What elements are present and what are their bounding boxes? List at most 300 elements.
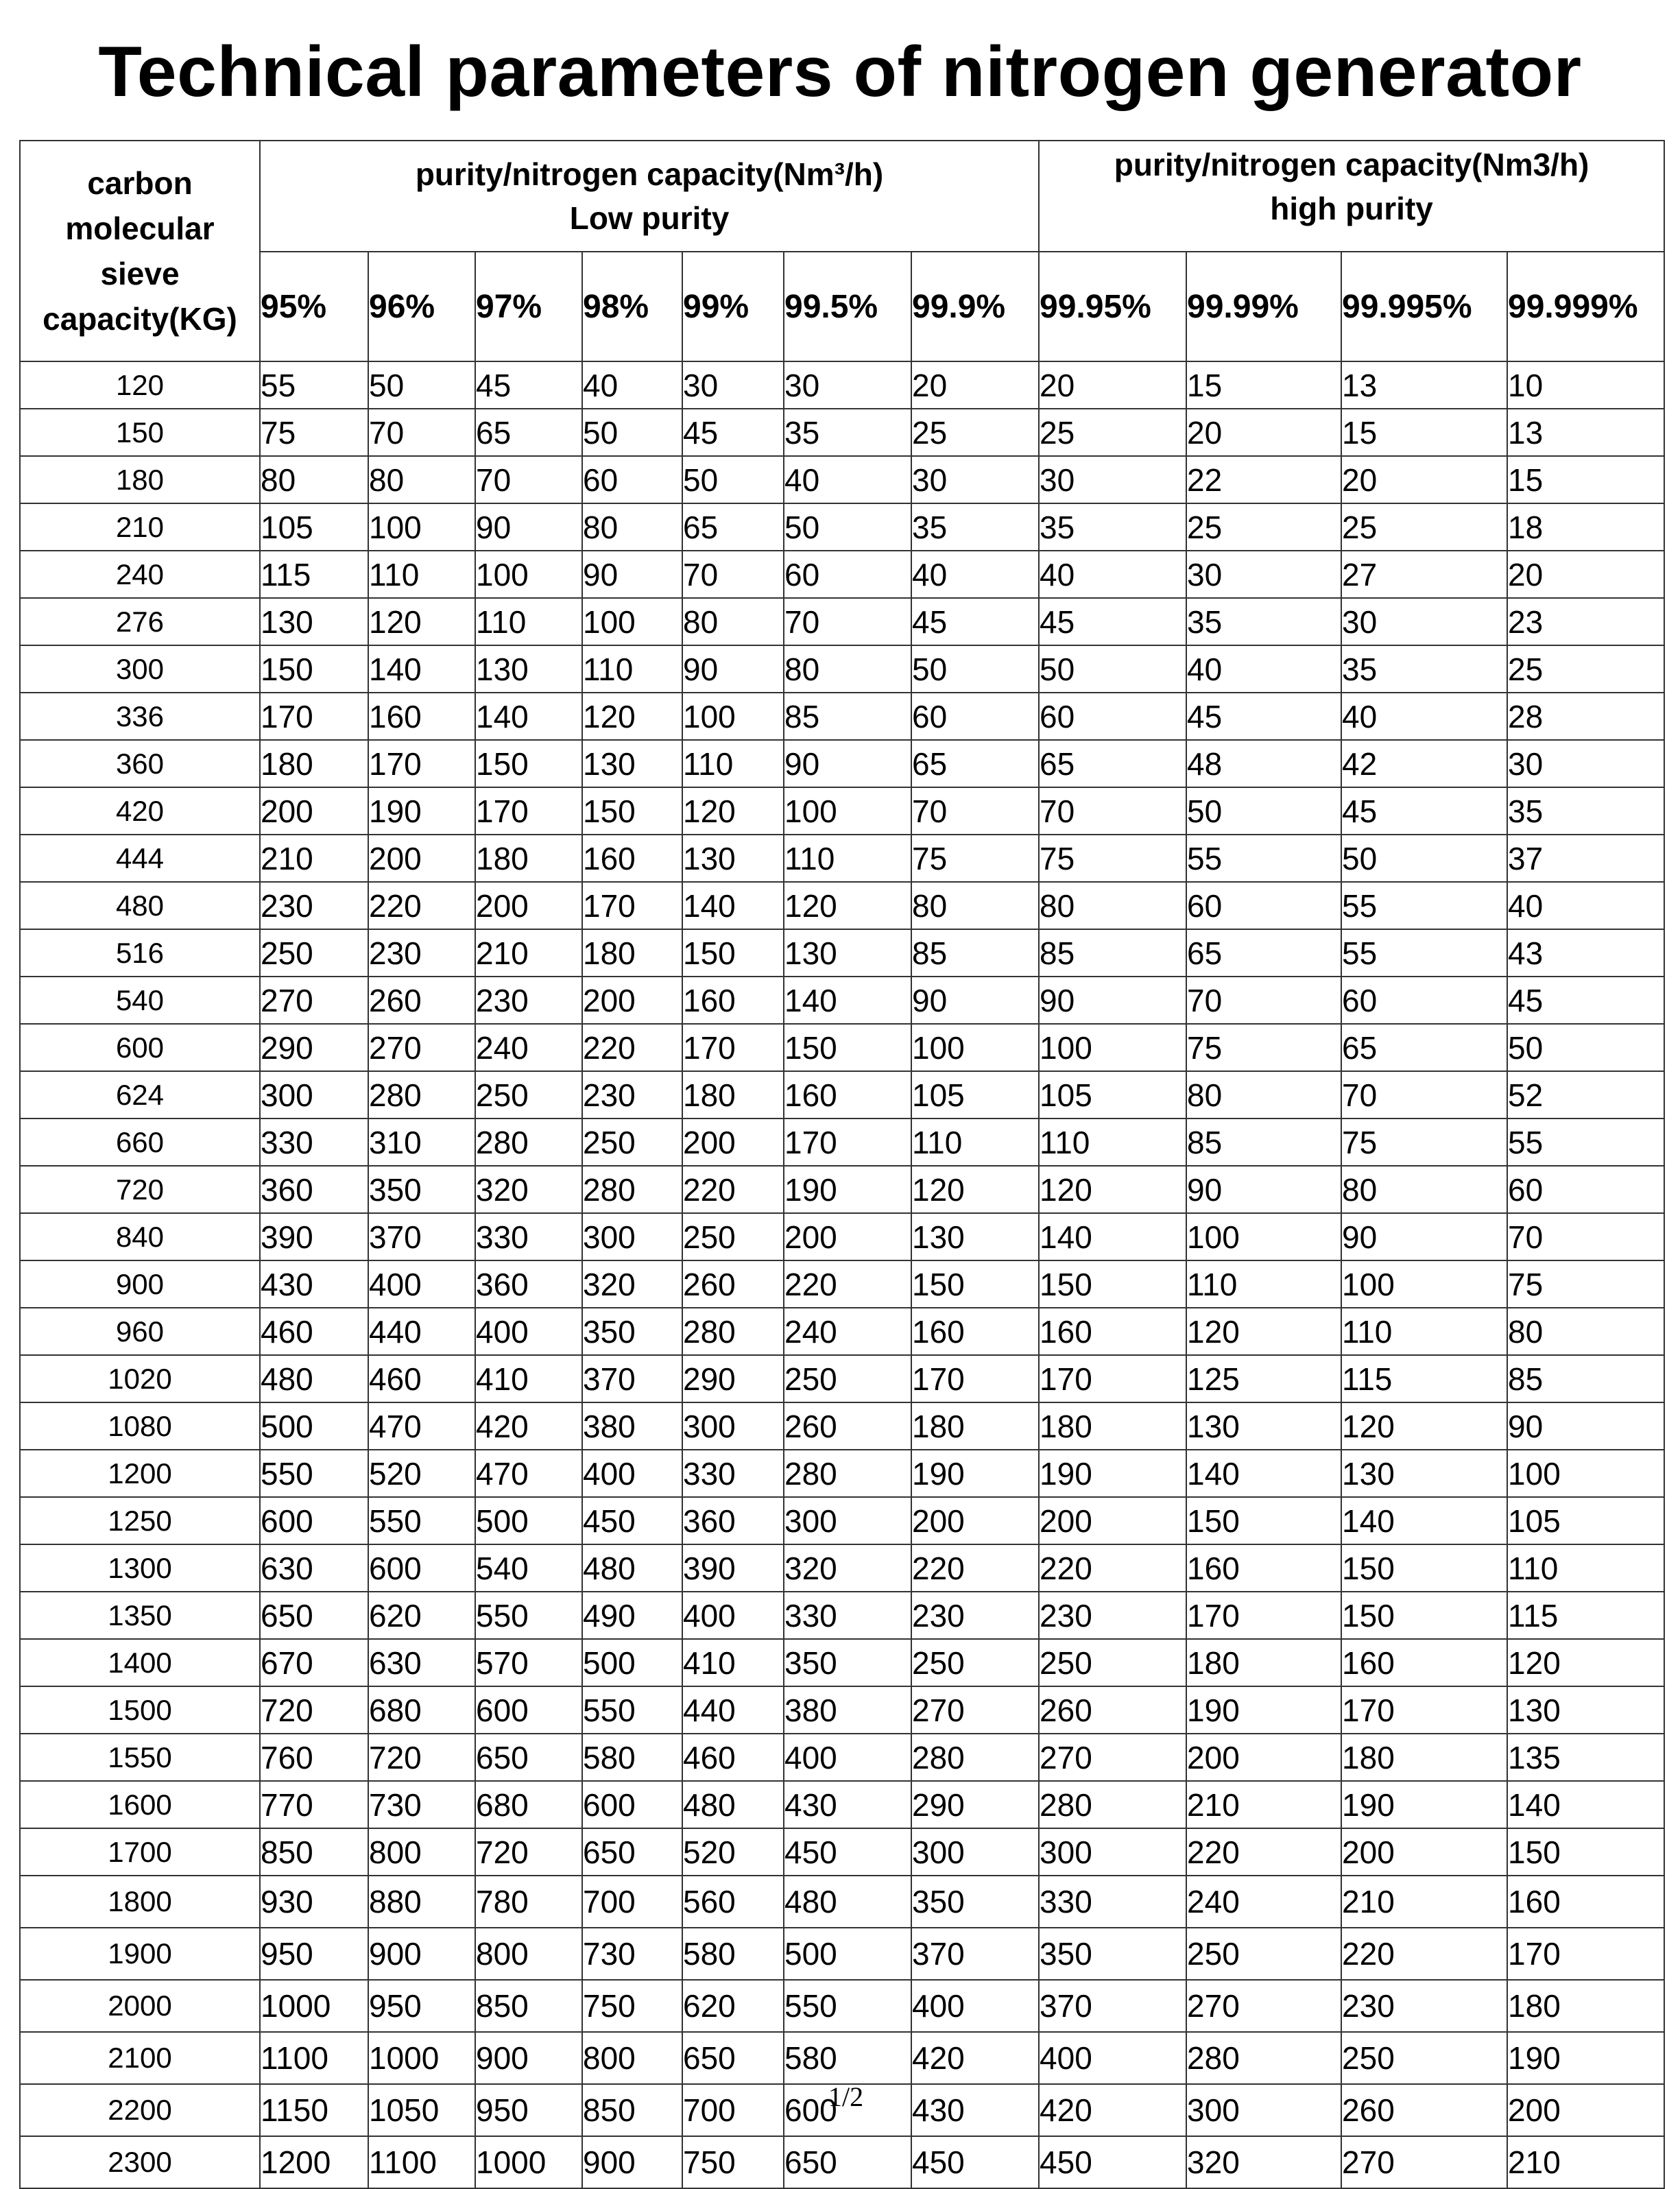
nitrogen-capacity-cell: 135 (1507, 1734, 1664, 1781)
low-purity-group-header (260, 141, 1039, 252)
nitrogen-capacity-cell: 70 (1341, 1071, 1507, 1119)
nitrogen-capacity-cell: 100 (1039, 1024, 1186, 1071)
nitrogen-capacity-cell: 220 (784, 1260, 911, 1308)
nitrogen-capacity-cell: 45 (1507, 977, 1664, 1024)
nitrogen-capacity-cell: 370 (911, 1928, 1039, 1980)
table-row (20, 882, 1664, 929)
nitrogen-capacity-cell: 260 (368, 977, 475, 1024)
nitrogen-capacity-cell: 120 (368, 598, 475, 645)
nitrogen-capacity-cell: 680 (368, 1686, 475, 1734)
sieve-capacity-cell: 480 (20, 882, 260, 929)
nitrogen-capacity-cell: 1200 (260, 2136, 368, 2188)
nitrogen-capacity-cell: 170 (911, 1355, 1039, 1402)
nitrogen-capacity-cell: 230 (475, 977, 582, 1024)
nitrogen-capacity-cell: 130 (582, 740, 682, 787)
nitrogen-capacity-cell: 190 (1039, 1450, 1186, 1497)
nitrogen-capacity-cell: 1000 (368, 2032, 475, 2084)
nitrogen-capacity-cell: 200 (368, 835, 475, 882)
nitrogen-capacity-cell: 520 (368, 1450, 475, 1497)
nitrogen-capacity-cell: 380 (582, 1402, 682, 1450)
nitrogen-capacity-cell: 105 (260, 503, 368, 551)
nitrogen-capacity-cell: 150 (1341, 1592, 1507, 1639)
nitrogen-capacity-cell: 75 (911, 835, 1039, 882)
table-row (20, 1544, 1664, 1592)
nitrogen-capacity-cell: 45 (1039, 598, 1186, 645)
nitrogen-capacity-cell: 180 (1186, 1639, 1341, 1686)
nitrogen-capacity-cell: 30 (682, 361, 784, 409)
nitrogen-capacity-cell: 150 (475, 740, 582, 787)
table-row (20, 1402, 1664, 1450)
header-row-purities (20, 252, 1664, 361)
nitrogen-capacity-cell: 240 (784, 1308, 911, 1355)
nitrogen-capacity-cell: 50 (682, 456, 784, 503)
nitrogen-capacity-cell: 850 (475, 1980, 582, 2032)
table-row (20, 1024, 1664, 1071)
nitrogen-capacity-cell: 190 (1186, 1686, 1341, 1734)
table-row (20, 1980, 1664, 2032)
nitrogen-capacity-cell: 190 (784, 1166, 911, 1213)
nitrogen-capacity-cell: 230 (260, 882, 368, 929)
nitrogen-capacity-cell: 670 (260, 1639, 368, 1686)
nitrogen-capacity-cell: 30 (1186, 551, 1341, 598)
sieve-capacity-cell: 1020 (20, 1355, 260, 1402)
nitrogen-capacity-cell: 720 (475, 1828, 582, 1876)
nitrogen-capacity-cell: 230 (582, 1071, 682, 1119)
nitrogen-capacity-cell: 27 (1341, 551, 1507, 598)
nitrogen-capacity-cell: 280 (475, 1119, 582, 1166)
nitrogen-capacity-cell: 350 (784, 1639, 911, 1686)
sieve-capacity-cell: 516 (20, 929, 260, 977)
nitrogen-capacity-cell: 160 (1507, 1876, 1664, 1928)
nitrogen-capacity-cell: 350 (911, 1876, 1039, 1928)
nitrogen-capacity-cell: 440 (682, 1686, 784, 1734)
nitrogen-capacity-cell: 170 (260, 693, 368, 740)
nitrogen-capacity-cell: 330 (784, 1592, 911, 1639)
nitrogen-capacity-cell: 100 (784, 787, 911, 835)
nitrogen-capacity-cell: 280 (1186, 2032, 1341, 2084)
nitrogen-capacity-cell: 25 (911, 409, 1039, 456)
nitrogen-capacity-cell: 80 (368, 456, 475, 503)
nitrogen-capacity-cell: 80 (1341, 1166, 1507, 1213)
nitrogen-capacity-cell: 125 (1186, 1355, 1341, 1402)
nitrogen-capacity-cell: 40 (1039, 551, 1186, 598)
nitrogen-capacity-cell: 25 (1341, 503, 1507, 551)
nitrogen-capacity-cell: 330 (682, 1450, 784, 1497)
nitrogen-capacity-cell: 80 (260, 456, 368, 503)
nitrogen-capacity-cell: 140 (475, 693, 582, 740)
purity-header: 99.99% (1186, 252, 1341, 361)
nitrogen-capacity-cell: 50 (582, 409, 682, 456)
nitrogen-capacity-cell: 120 (682, 787, 784, 835)
nitrogen-capacity-cell: 370 (1039, 1980, 1186, 2032)
sieve-capacity-cell: 2300 (20, 2136, 260, 2188)
nitrogen-capacity-cell: 280 (682, 1308, 784, 1355)
nitrogen-capacity-cell: 600 (784, 2084, 911, 2136)
nitrogen-capacity-cell: 150 (582, 787, 682, 835)
nitrogen-capacity-cell: 110 (1341, 1308, 1507, 1355)
nitrogen-capacity-cell: 800 (368, 1828, 475, 1876)
nitrogen-capacity-cell: 80 (911, 882, 1039, 929)
table-row (20, 1928, 1664, 1980)
nitrogen-capacity-cell: 55 (1186, 835, 1341, 882)
nitrogen-capacity-cell: 23 (1507, 598, 1664, 645)
nitrogen-capacity-cell: 550 (475, 1592, 582, 1639)
nitrogen-capacity-cell: 450 (582, 1497, 682, 1544)
nitrogen-capacity-cell: 220 (368, 882, 475, 929)
nitrogen-capacity-cell: 130 (475, 645, 582, 693)
nitrogen-capacity-cell: 620 (368, 1592, 475, 1639)
nitrogen-capacity-cell: 140 (1186, 1450, 1341, 1497)
nitrogen-capacity-cell: 90 (582, 551, 682, 598)
table-row (20, 503, 1664, 551)
nitrogen-capacity-cell: 100 (475, 551, 582, 598)
nitrogen-capacity-cell: 600 (582, 1781, 682, 1828)
nitrogen-capacity-cell: 460 (260, 1308, 368, 1355)
nitrogen-capacity-cell: 290 (682, 1355, 784, 1402)
sieve-capacity-cell: 120 (20, 361, 260, 409)
sieve-header-line: capacity(KG) (43, 301, 237, 337)
nitrogen-capacity-cell: 350 (368, 1166, 475, 1213)
nitrogen-capacity-cell: 130 (682, 835, 784, 882)
nitrogen-capacity-cell: 45 (911, 598, 1039, 645)
table-row (20, 693, 1664, 740)
nitrogen-capacity-cell: 270 (1039, 1734, 1186, 1781)
nitrogen-capacity-cell: 140 (368, 645, 475, 693)
nitrogen-capacity-cell: 350 (1039, 1928, 1186, 1980)
table-row (20, 551, 1664, 598)
purity-header: 95% (260, 252, 368, 361)
nitrogen-capacity-cell: 70 (784, 598, 911, 645)
nitrogen-capacity-cell: 170 (1039, 1355, 1186, 1402)
nitrogen-capacity-cell: 120 (1186, 1308, 1341, 1355)
nitrogen-capacity-cell: 280 (368, 1071, 475, 1119)
nitrogen-capacity-cell: 140 (682, 882, 784, 929)
nitrogen-capacity-cell: 160 (582, 835, 682, 882)
purity-header: 99.995% (1341, 252, 1507, 361)
nitrogen-capacity-cell: 170 (1341, 1686, 1507, 1734)
nitrogen-capacity-cell: 37 (1507, 835, 1664, 882)
nitrogen-capacity-cell: 130 (260, 598, 368, 645)
table-row (20, 409, 1664, 456)
nitrogen-capacity-cell: 20 (1039, 361, 1186, 409)
nitrogen-capacity-cell: 250 (582, 1119, 682, 1166)
nitrogen-capacity-cell: 52 (1507, 1071, 1664, 1119)
nitrogen-capacity-cell: 35 (911, 503, 1039, 551)
nitrogen-capacity-cell: 200 (1039, 1497, 1186, 1544)
nitrogen-capacity-cell: 35 (1039, 503, 1186, 551)
sieve-header-line: sieve (100, 256, 180, 291)
sieve-capacity-cell: 540 (20, 977, 260, 1024)
nitrogen-capacity-cell: 620 (682, 1980, 784, 2032)
nitrogen-capacity-cell: 210 (260, 835, 368, 882)
purity-header: 99.5% (784, 252, 911, 361)
nitrogen-capacity-cell: 190 (911, 1450, 1039, 1497)
nitrogen-capacity-cell: 150 (1507, 1828, 1664, 1876)
nitrogen-capacity-cell: 65 (1341, 1024, 1507, 1071)
nitrogen-capacity-cell: 35 (1186, 598, 1341, 645)
nitrogen-capacity-cell: 75 (1186, 1024, 1341, 1071)
parameters-table (19, 140, 1665, 2189)
sieve-capacity-cell: 1400 (20, 1639, 260, 1686)
nitrogen-capacity-cell: 120 (1341, 1402, 1507, 1450)
table-row (20, 835, 1664, 882)
nitrogen-capacity-cell: 730 (582, 1928, 682, 1980)
nitrogen-capacity-cell: 300 (682, 1402, 784, 1450)
nitrogen-capacity-cell: 300 (260, 1071, 368, 1119)
nitrogen-capacity-cell: 90 (475, 503, 582, 551)
table-body (20, 361, 1664, 2188)
nitrogen-capacity-cell: 720 (368, 1734, 475, 1781)
nitrogen-capacity-cell: 230 (1341, 1980, 1507, 2032)
nitrogen-capacity-cell: 170 (475, 787, 582, 835)
nitrogen-capacity-cell: 130 (1186, 1402, 1341, 1450)
nitrogen-capacity-cell: 110 (582, 645, 682, 693)
purity-header: 99.9% (911, 252, 1039, 361)
nitrogen-capacity-cell: 160 (1039, 1308, 1186, 1355)
nitrogen-capacity-cell: 50 (1186, 787, 1341, 835)
nitrogen-capacity-cell: 200 (582, 977, 682, 1024)
nitrogen-capacity-cell: 420 (1039, 2084, 1186, 2136)
nitrogen-capacity-cell: 470 (368, 1402, 475, 1450)
nitrogen-capacity-cell: 370 (582, 1355, 682, 1402)
nitrogen-capacity-cell: 120 (911, 1166, 1039, 1213)
sieve-capacity-cell: 2100 (20, 2032, 260, 2084)
nitrogen-capacity-cell: 700 (582, 1876, 682, 1928)
nitrogen-capacity-cell: 200 (1507, 2084, 1664, 2136)
nitrogen-capacity-cell: 950 (475, 2084, 582, 2136)
nitrogen-capacity-cell: 115 (1507, 1592, 1664, 1639)
nitrogen-capacity-cell: 260 (1039, 1686, 1186, 1734)
nitrogen-capacity-cell: 330 (1039, 1876, 1186, 1928)
nitrogen-capacity-cell: 400 (682, 1592, 784, 1639)
nitrogen-capacity-cell: 15 (1341, 409, 1507, 456)
nitrogen-capacity-cell: 720 (260, 1686, 368, 1734)
table-row (20, 1592, 1664, 1639)
nitrogen-capacity-cell: 60 (784, 551, 911, 598)
nitrogen-capacity-cell: 550 (260, 1450, 368, 1497)
nitrogen-capacity-cell: 110 (368, 551, 475, 598)
nitrogen-capacity-cell: 160 (1341, 1639, 1507, 1686)
table-row (20, 2032, 1664, 2084)
sieve-capacity-cell: 360 (20, 740, 260, 787)
page-title: Technical parameters of nitrogen generator (98, 32, 1582, 112)
nitrogen-capacity-cell: 80 (1186, 1071, 1341, 1119)
nitrogen-capacity-cell: 480 (784, 1876, 911, 1928)
nitrogen-capacity-cell: 630 (260, 1544, 368, 1592)
nitrogen-capacity-cell: 100 (1507, 1450, 1664, 1497)
nitrogen-capacity-cell: 40 (1507, 882, 1664, 929)
nitrogen-capacity-cell: 160 (368, 693, 475, 740)
nitrogen-capacity-cell: 42 (1341, 740, 1507, 787)
nitrogen-capacity-cell: 250 (260, 929, 368, 977)
nitrogen-capacity-cell: 200 (1186, 1734, 1341, 1781)
nitrogen-capacity-cell: 80 (582, 503, 682, 551)
nitrogen-capacity-cell: 20 (911, 361, 1039, 409)
nitrogen-capacity-cell: 300 (784, 1497, 911, 1544)
nitrogen-capacity-cell: 105 (1507, 1497, 1664, 1544)
nitrogen-capacity-cell: 220 (911, 1544, 1039, 1592)
nitrogen-capacity-cell: 110 (1186, 1260, 1341, 1308)
nitrogen-capacity-cell: 30 (1341, 598, 1507, 645)
nitrogen-capacity-cell: 350 (582, 1308, 682, 1355)
nitrogen-capacity-cell: 55 (260, 361, 368, 409)
nitrogen-capacity-cell: 370 (368, 1213, 475, 1260)
sieve-capacity-cell: 720 (20, 1166, 260, 1213)
nitrogen-capacity-cell: 260 (784, 1402, 911, 1450)
sieve-capacity-cell: 1600 (20, 1781, 260, 1828)
nitrogen-capacity-cell: 110 (784, 835, 911, 882)
nitrogen-capacity-cell: 120 (1507, 1639, 1664, 1686)
nitrogen-capacity-cell: 730 (368, 1781, 475, 1828)
nitrogen-capacity-cell: 250 (911, 1639, 1039, 1686)
sieve-header-line: molecular (65, 211, 215, 246)
nitrogen-capacity-cell: 240 (475, 1024, 582, 1071)
nitrogen-capacity-cell: 800 (475, 1928, 582, 1980)
nitrogen-capacity-cell: 330 (260, 1119, 368, 1166)
sieve-capacity-cell: 276 (20, 598, 260, 645)
nitrogen-capacity-cell: 48 (1186, 740, 1341, 787)
nitrogen-capacity-cell: 170 (1186, 1592, 1341, 1639)
nitrogen-capacity-cell: 900 (582, 2136, 682, 2188)
nitrogen-capacity-cell: 85 (1039, 929, 1186, 977)
nitrogen-capacity-cell: 250 (475, 1071, 582, 1119)
nitrogen-capacity-cell: 420 (475, 1402, 582, 1450)
high-purity-header-line: high purity (1270, 191, 1433, 226)
nitrogen-capacity-cell: 200 (911, 1497, 1039, 1544)
nitrogen-capacity-cell: 400 (911, 1980, 1039, 2032)
nitrogen-capacity-cell: 280 (784, 1450, 911, 1497)
nitrogen-capacity-cell: 50 (1039, 645, 1186, 693)
nitrogen-capacity-cell: 250 (784, 1355, 911, 1402)
nitrogen-capacity-cell: 40 (784, 456, 911, 503)
nitrogen-capacity-cell: 210 (1507, 2136, 1664, 2188)
nitrogen-capacity-cell: 460 (682, 1734, 784, 1781)
nitrogen-capacity-cell: 90 (1341, 1213, 1507, 1260)
nitrogen-capacity-cell: 65 (475, 409, 582, 456)
sieve-header-line: carbon (87, 165, 193, 201)
page-number: 1/2 (828, 2081, 864, 2112)
nitrogen-capacity-cell: 190 (1341, 1781, 1507, 1828)
nitrogen-capacity-cell: 90 (911, 977, 1039, 1024)
low-purity-header-line: Low purity (569, 200, 730, 236)
nitrogen-capacity-cell: 65 (682, 503, 784, 551)
nitrogen-capacity-cell: 330 (475, 1213, 582, 1260)
nitrogen-capacity-cell: 880 (368, 1876, 475, 1928)
nitrogen-capacity-cell: 80 (784, 645, 911, 693)
nitrogen-capacity-cell: 300 (1186, 2084, 1341, 2136)
sieve-capacity-cell: 300 (20, 645, 260, 693)
nitrogen-capacity-cell: 650 (784, 2136, 911, 2188)
nitrogen-capacity-cell: 490 (582, 1592, 682, 1639)
nitrogen-capacity-cell: 180 (1039, 1402, 1186, 1450)
nitrogen-capacity-cell: 220 (1039, 1544, 1186, 1592)
table-row (20, 1119, 1664, 1166)
nitrogen-capacity-cell: 230 (1039, 1592, 1186, 1639)
nitrogen-capacity-cell: 1000 (260, 1980, 368, 2032)
nitrogen-capacity-cell: 440 (368, 1308, 475, 1355)
nitrogen-capacity-cell: 60 (1186, 882, 1341, 929)
table-row (20, 1497, 1664, 1544)
nitrogen-capacity-cell: 140 (784, 977, 911, 1024)
nitrogen-capacity-cell: 110 (475, 598, 582, 645)
nitrogen-capacity-cell: 240 (1186, 1876, 1341, 1928)
sieve-capacity-cell: 210 (20, 503, 260, 551)
sieve-capacity-cell: 2200 (20, 2084, 260, 2136)
nitrogen-capacity-cell: 400 (368, 1260, 475, 1308)
nitrogen-capacity-cell: 40 (1341, 693, 1507, 740)
nitrogen-capacity-cell: 760 (260, 1734, 368, 1781)
nitrogen-capacity-cell: 15 (1186, 361, 1341, 409)
nitrogen-capacity-cell: 1100 (368, 2136, 475, 2188)
nitrogen-capacity-cell: 70 (475, 456, 582, 503)
nitrogen-capacity-cell: 600 (260, 1497, 368, 1544)
nitrogen-capacity-cell: 20 (1341, 456, 1507, 503)
nitrogen-capacity-cell: 50 (784, 503, 911, 551)
table-row (20, 598, 1664, 645)
table-row (20, 1450, 1664, 1497)
nitrogen-capacity-cell: 580 (582, 1734, 682, 1781)
nitrogen-capacity-cell: 45 (475, 361, 582, 409)
table-row (20, 1260, 1664, 1308)
table-row (20, 1639, 1664, 1686)
nitrogen-capacity-cell: 150 (1039, 1260, 1186, 1308)
table-row (20, 1734, 1664, 1781)
nitrogen-capacity-cell: 780 (475, 1876, 582, 1928)
nitrogen-capacity-cell: 30 (1507, 740, 1664, 787)
purity-header: 97% (475, 252, 582, 361)
nitrogen-capacity-cell: 600 (368, 1544, 475, 1592)
nitrogen-capacity-cell: 130 (1507, 1686, 1664, 1734)
nitrogen-capacity-cell: 70 (1186, 977, 1341, 1024)
nitrogen-capacity-cell: 85 (784, 693, 911, 740)
nitrogen-capacity-cell: 45 (1341, 787, 1507, 835)
nitrogen-capacity-cell: 150 (260, 645, 368, 693)
nitrogen-capacity-cell: 40 (582, 361, 682, 409)
nitrogen-capacity-cell: 180 (1507, 1980, 1664, 2032)
nitrogen-capacity-cell: 60 (1039, 693, 1186, 740)
nitrogen-capacity-cell: 60 (1341, 977, 1507, 1024)
nitrogen-capacity-cell: 60 (911, 693, 1039, 740)
nitrogen-capacity-cell: 200 (1341, 1828, 1507, 1876)
nitrogen-capacity-cell: 115 (260, 551, 368, 598)
purity-header: 98% (582, 252, 682, 361)
nitrogen-capacity-cell: 160 (784, 1071, 911, 1119)
nitrogen-capacity-cell: 270 (260, 977, 368, 1024)
nitrogen-capacity-cell: 75 (1341, 1119, 1507, 1166)
nitrogen-capacity-cell: 950 (368, 1980, 475, 2032)
sieve-capacity-cell: 336 (20, 693, 260, 740)
table-row (20, 740, 1664, 787)
sieve-capacity-cell: 150 (20, 409, 260, 456)
nitrogen-capacity-cell: 420 (911, 2032, 1039, 2084)
nitrogen-capacity-cell: 1100 (260, 2032, 368, 2084)
nitrogen-capacity-cell: 115 (1341, 1355, 1507, 1402)
nitrogen-capacity-cell: 160 (1186, 1544, 1341, 1592)
nitrogen-capacity-cell: 85 (1507, 1355, 1664, 1402)
nitrogen-capacity-cell: 650 (682, 2032, 784, 2084)
nitrogen-capacity-cell: 30 (784, 361, 911, 409)
nitrogen-capacity-cell: 60 (1507, 1166, 1664, 1213)
table-row (20, 456, 1664, 503)
nitrogen-capacity-cell: 25 (1039, 409, 1186, 456)
nitrogen-capacity-cell: 105 (911, 1071, 1039, 1119)
nitrogen-capacity-cell: 110 (1507, 1544, 1664, 1592)
sieve-capacity-header (20, 141, 260, 361)
nitrogen-capacity-cell: 160 (682, 977, 784, 1024)
table-row (20, 1876, 1664, 1928)
nitrogen-capacity-cell: 850 (582, 2084, 682, 2136)
nitrogen-capacity-cell: 230 (368, 929, 475, 977)
